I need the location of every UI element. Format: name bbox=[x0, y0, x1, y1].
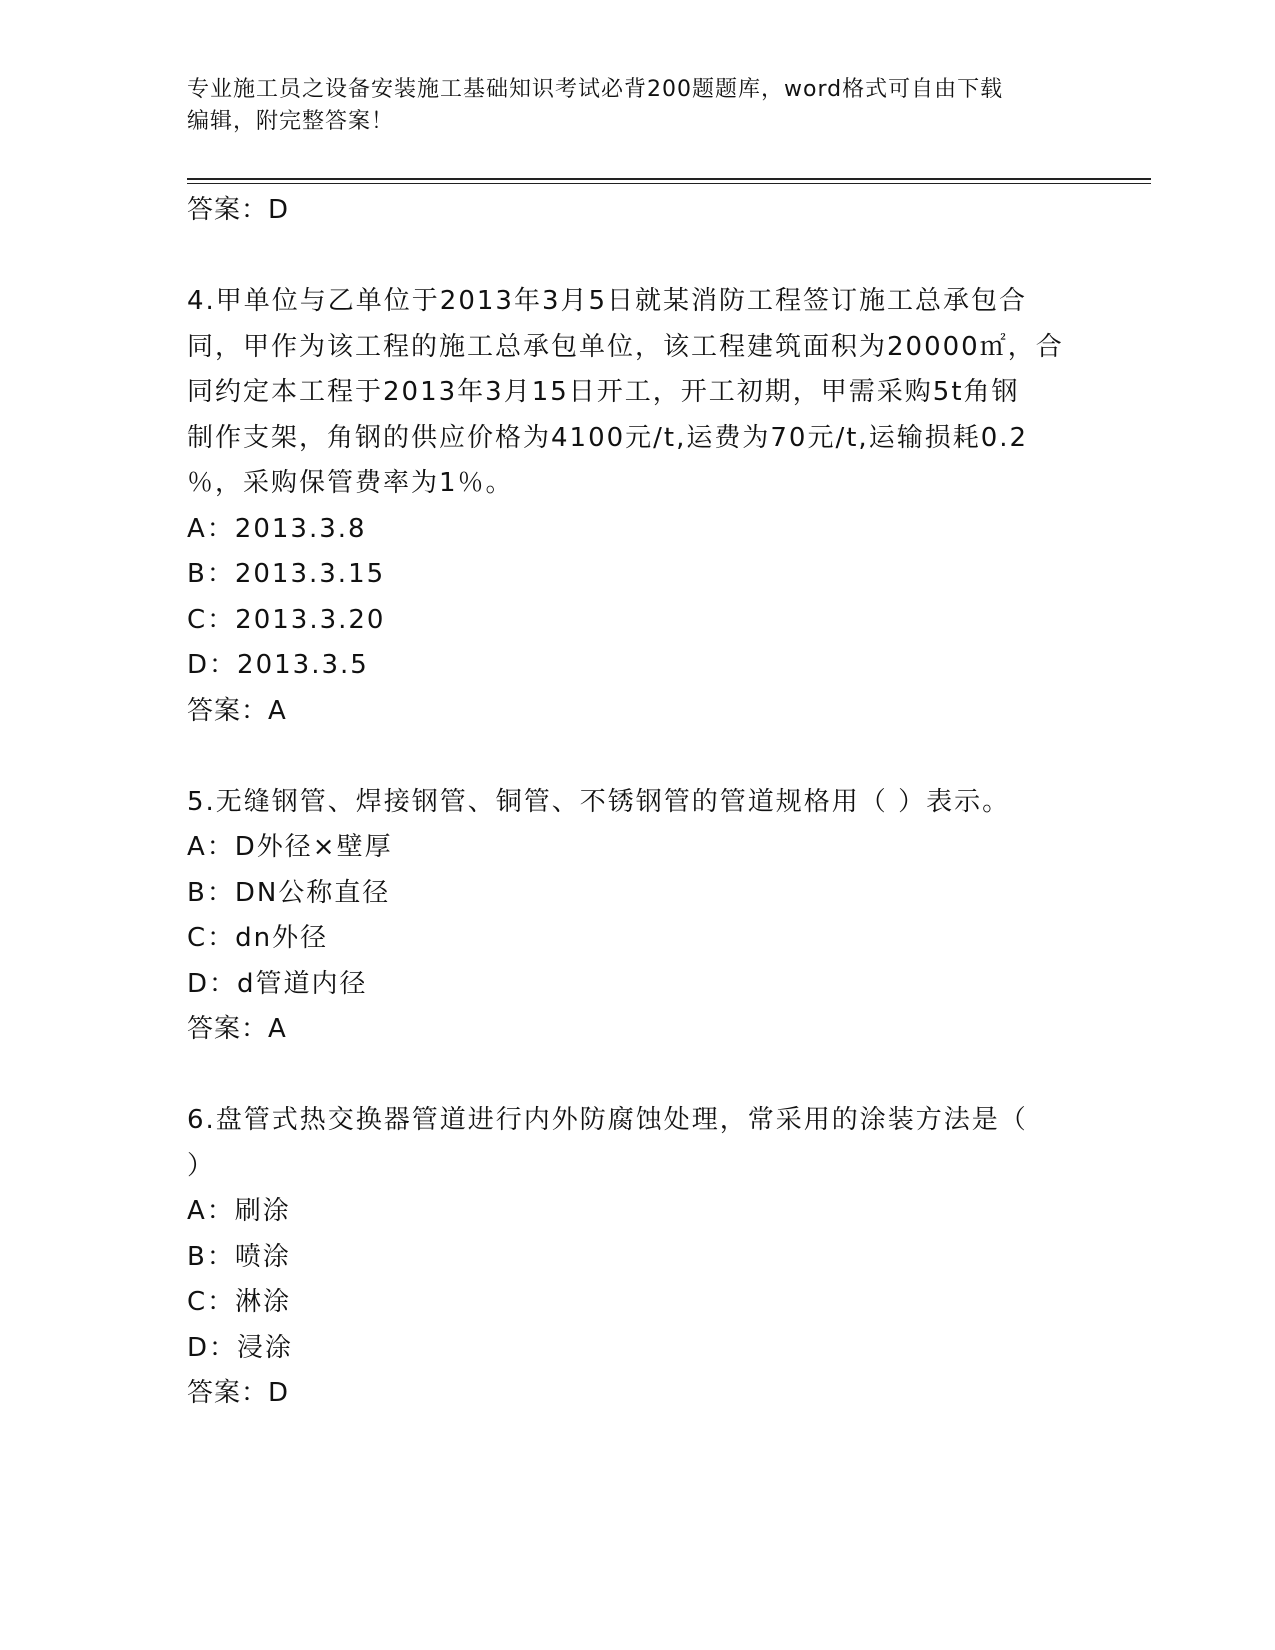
header-title-line-1: 专业施工员之设备安装施工基础知识考试必背200题题库，word格式可自由下载 bbox=[187, 77, 1004, 102]
option-a: A：刷涂 bbox=[187, 1196, 291, 1226]
question-list bbox=[187, 188, 1087, 1417]
question-block-4 bbox=[187, 279, 1087, 734]
option-b: B：DN公称直径 bbox=[187, 877, 391, 908]
option-a: A：D外径×壁厚 bbox=[187, 832, 393, 862]
option-c: C：淋涂 bbox=[187, 1287, 292, 1317]
header-title-line-2: 编辑，附完整答案！ bbox=[187, 109, 395, 134]
question-text-line: 同，甲作为该工程的施工总承包单位，该工程建筑面积为20000㎡，合 bbox=[187, 331, 1064, 362]
header-divider-thick bbox=[187, 178, 1151, 180]
answer-line: 答案：D bbox=[187, 1378, 290, 1408]
question-text-line: ） bbox=[187, 1150, 216, 1181]
question-text-line: 4.甲单位与乙单位于2013年3月5日就某消防工程签订施工总承包合 bbox=[187, 286, 1028, 316]
question-text-line: ％，采购保管费率为1％。 bbox=[187, 468, 514, 498]
page-header bbox=[187, 74, 1087, 138]
answer-line: 答案：A bbox=[187, 1014, 287, 1044]
option-a: A：2013.3.8 bbox=[187, 513, 367, 544]
option-d: D：浸涂 bbox=[187, 1332, 294, 1363]
option-c: C：2013.3.20 bbox=[187, 604, 386, 635]
option-b: B：2013.3.15 bbox=[187, 559, 386, 589]
question-text-line: 6.盘管式热交换器管道进行内外防腐蚀处理，常采用的涂装方法是（ bbox=[187, 1105, 1028, 1135]
option-c: C：dn外径 bbox=[187, 923, 329, 953]
option-b: B：喷涂 bbox=[187, 1241, 291, 1272]
question-text-line: 制作支架，角钢的供应价格为4100元/t,运费为70元/t,运输损耗0.2 bbox=[187, 422, 1029, 453]
block-spacer bbox=[187, 234, 1087, 280]
question-block-5 bbox=[187, 780, 1087, 1053]
option-d: D：2013.3.5 bbox=[187, 650, 369, 680]
question-text-line: 5.无缝钢管、焊接钢管、铜管、不锈钢管的管道规格用（ ）表示。 bbox=[187, 786, 1011, 817]
answer-line: 答案：D bbox=[187, 195, 290, 225]
option-d: D：d管道内径 bbox=[187, 968, 368, 999]
block-spacer bbox=[187, 1053, 1087, 1099]
answer-line: 答案：A bbox=[187, 695, 287, 726]
header-divider-thin bbox=[187, 183, 1151, 184]
block-spacer bbox=[187, 734, 1087, 780]
question-block-6 bbox=[187, 1098, 1087, 1417]
question-text-line: 同约定本工程于2013年3月15日开工，开工初期，甲需采购5t角钢 bbox=[187, 377, 1020, 407]
